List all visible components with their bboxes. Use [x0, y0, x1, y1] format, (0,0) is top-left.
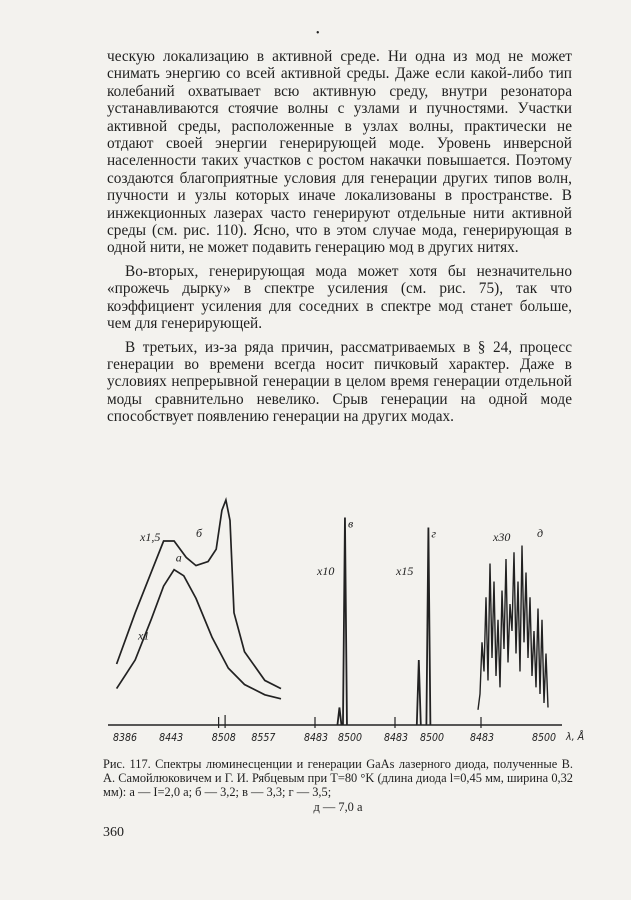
x-axis-label: λ, Å [566, 731, 585, 743]
figure-caption [103, 757, 573, 814]
top-mark: • [316, 28, 320, 39]
caption-line-1: Рис. 117. Спектры люминесценции и генерации GaAs лазерного диода, полученные В. А. Самойлюковичем и Г. И. Рябцевым при T=80 °K (длина диода l=0,45 мм, ширина 0,32 мм): а — I=2,0 а; б — 3,2; в — 3,3; г — 3,5; [103, 757, 573, 800]
curve-g-label: г [431, 526, 437, 541]
curve-a-label: а [175, 550, 182, 565]
curve-v [337, 518, 347, 726]
caption-line-2: д — 7,0 а [313, 799, 363, 814]
tick-label-v-0: 8483 [304, 732, 329, 744]
curve-d [478, 546, 548, 710]
tick-label-v-1: 8500 [338, 732, 363, 744]
curve-v-scale: x10 [317, 564, 335, 578]
curve-a-scale: x1 [138, 628, 150, 643]
spectra-chart [100, 455, 590, 745]
curve-g [417, 528, 431, 726]
paragraph-2: Во-вторых, генерирующая мода может хотя бы незначительно «прожечь дырку» в спектре усиления (см. рис. 75), так что коэффициент усиления для соседних в спектре мод станет больше, чем для генерирующей. [107, 262, 572, 333]
curve-d-scale: x30 [493, 530, 511, 544]
curve-g-scale: x15 [396, 564, 414, 578]
paragraph-1: ческую локализацию в активной среде. Ни одна из мод не может снимать энергию со всей активной среды. Даже если какой-либо тип колебаний охватывает всю активную среду, внутри резонатора устанавливаются стоячие волны с узлами и пучностями. Участки активной среды, расположенные в узлах волны, практически не отдают своей энергии генерирующей моде. Уровень инверсной населенности таких участков с ростом накачки повышается. Поэтому создаются благоприятные условия для генерации других типов волн, пучности и узлы которых иначе локализованы в пространстве. В инжекционных лазерах часто генерируют отдельные нити активной среды (см. рис. 110). Ясно, что в этом случае мода, генерирующая в одной нити, не может подавить генерацию мод в других нитях. [107, 48, 572, 257]
tick-label-p1-0: 8386 [112, 732, 137, 744]
curve-d-label: д [537, 526, 544, 540]
paragraph-3: В третьих, из-за ряда причин, рассматриваемых в § 24, процесс генерации во времени всегда носит пичковый характер. Даже в условиях непрерывной генерации в целом время генерации отдельной моды сравнительно невелико. Срыв генерации на одной моде способствует появлению генерации на других модах. [107, 338, 572, 426]
tick-label-g-0: 8483 [384, 732, 409, 744]
curve-v-label: в [347, 516, 354, 531]
curve-b-scale: x1,5 [140, 530, 161, 544]
tick-label-p1-2: 8508 [211, 732, 236, 744]
tick-label-d-1: 8500 [532, 732, 557, 744]
tick-label-g-1: 8500 [420, 732, 445, 744]
tick-label-p1-1: 8443 [159, 732, 184, 744]
figure-spectra [100, 455, 590, 745]
tick-label-p1-3: 8557 [251, 732, 276, 744]
page-number: 360 [103, 825, 124, 840]
body-text [107, 48, 572, 432]
tick-label-d-0: 8483 [470, 732, 495, 744]
curve-b-label: б [195, 525, 202, 540]
